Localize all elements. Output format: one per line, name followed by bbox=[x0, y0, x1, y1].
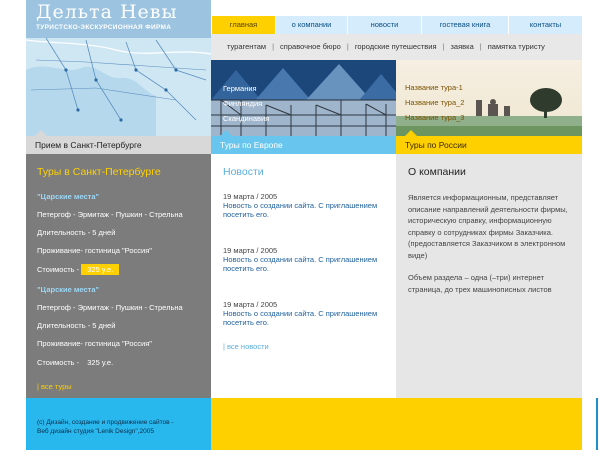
tour-lodging: Проживание- гостиница "Россия" bbox=[37, 246, 152, 255]
tour-card bbox=[37, 192, 211, 275]
news-date: 19 марта / 2005 bbox=[223, 192, 278, 201]
link-russia-tour-1[interactable]: Название тура-1 bbox=[405, 83, 463, 92]
news-item bbox=[223, 300, 396, 327]
news-link[interactable]: Новость о создании сайта. С приглашением посетить его. bbox=[223, 309, 378, 327]
subnav-agents[interactable]: турагентам bbox=[227, 42, 267, 51]
european-houses-image bbox=[211, 60, 396, 136]
link-scandinavia[interactable]: Скандинавия bbox=[223, 114, 270, 123]
tab-notch-marker bbox=[35, 130, 47, 136]
news-date: 19 марта / 2005 bbox=[223, 246, 278, 255]
spb-tours-heading: Туры в Санкт-Петербурге bbox=[37, 166, 161, 178]
footer-credits bbox=[26, 398, 211, 450]
tab-russia[interactable] bbox=[396, 136, 582, 154]
tour-lodging: Проживание- гостиница "Россия" bbox=[37, 339, 152, 348]
news-date: 19 марта / 2005 bbox=[223, 300, 278, 309]
nav-contacts[interactable]: контакты bbox=[508, 16, 582, 34]
all-tours-link[interactable]: | все туры bbox=[37, 382, 72, 391]
about-paragraph: Объем раздела – одна (–три) интернет страница, до трех машинописных листов bbox=[408, 273, 552, 294]
about-paragraph: Является информационным, представляет описание направлений деятельности фирмы, историческую справку, информационную справку о сотрудниках фирмы Заказчика. (предоставляется Заказчиком в электронном виде) bbox=[408, 193, 568, 260]
tour-card bbox=[37, 285, 211, 368]
tour-route: Петергоф - Эрмитаж - Пушкин - Стрельна bbox=[37, 303, 183, 312]
europe-banner bbox=[211, 60, 396, 136]
spb-tours-column bbox=[26, 154, 211, 398]
tour-name-link[interactable]: "Царские места" bbox=[37, 285, 100, 294]
news-heading: Новости bbox=[223, 166, 264, 178]
footer-edge-accent bbox=[596, 398, 598, 450]
tab-notch-marker bbox=[220, 130, 232, 136]
tour-price-row bbox=[37, 357, 211, 368]
tab-notch-marker bbox=[405, 130, 417, 136]
about-column bbox=[396, 154, 582, 398]
nav-about[interactable]: о компании bbox=[275, 16, 347, 34]
logo-map-block bbox=[26, 0, 211, 136]
all-news-link[interactable]: | все новости bbox=[223, 342, 269, 351]
footer-yellow-band bbox=[211, 398, 582, 450]
tour-price-row bbox=[37, 264, 211, 275]
tour-name-link[interactable]: "Царские места" bbox=[37, 192, 100, 201]
news-item bbox=[223, 192, 396, 219]
site-logo-title[interactable]: Дельта Невы bbox=[36, 1, 178, 23]
subnav-separator: | bbox=[346, 42, 349, 51]
site-logo-subtitle: ТУРИСТСКО-ЭКСКУРСИОННАЯ ФИРМА bbox=[36, 24, 172, 31]
subnav-city-trips[interactable]: городские путешествия bbox=[354, 42, 437, 51]
subnav-separator: | bbox=[442, 42, 445, 51]
tour-price-badge: 325 у.е. bbox=[87, 358, 114, 367]
tour-price-label: Стоимость - bbox=[37, 358, 80, 367]
nav-guestbook[interactable]: гостевая книга bbox=[421, 16, 508, 34]
tour-route: Петергоф - Эрмитаж - Пушкин - Стрельна bbox=[37, 210, 183, 219]
link-russia-tour-3[interactable]: Название тура_3 bbox=[405, 113, 465, 122]
tab-spb-label: Прием в Санкт-Петербурге bbox=[35, 140, 142, 150]
tour-duration: Длительность - 5 дней bbox=[37, 228, 116, 237]
tab-russia-label: Туры по России bbox=[405, 140, 467, 150]
subnav-separator: | bbox=[272, 42, 275, 51]
news-link[interactable]: Новость о создании сайта. С приглашением посетить его. bbox=[223, 255, 378, 273]
news-link[interactable]: Новость о создании сайта. С приглашением посетить его. bbox=[223, 201, 378, 219]
subnav-separator: | bbox=[479, 42, 482, 51]
footer-copyright: (с) Дизайн, создание и продвижение сайтов - bbox=[37, 419, 174, 426]
main-navigation bbox=[211, 16, 582, 34]
tour-duration: Длительность - 5 дней bbox=[37, 321, 116, 330]
header-top-strip bbox=[211, 0, 582, 16]
link-finland[interactable]: Финляндия bbox=[223, 99, 263, 108]
news-column bbox=[211, 154, 396, 398]
tab-spb[interactable] bbox=[26, 136, 211, 154]
nav-news[interactable]: новости bbox=[347, 16, 421, 34]
about-heading: О компании bbox=[408, 166, 466, 178]
secondary-navigation bbox=[211, 34, 582, 60]
tour-price-badge: 325 у.е. bbox=[81, 264, 119, 275]
subnav-info-bureau[interactable]: справочное бюро bbox=[280, 42, 341, 51]
link-russia-tour-2[interactable]: Название тура_2 bbox=[405, 98, 465, 107]
tour-price-label: Стоимость - bbox=[37, 265, 80, 274]
tab-europe[interactable] bbox=[211, 136, 396, 154]
russia-banner bbox=[396, 60, 582, 136]
news-item bbox=[223, 246, 396, 273]
subnav-tourist-memo[interactable]: памятка туристу bbox=[487, 42, 545, 51]
tab-europe-label: Туры по Европе bbox=[220, 140, 283, 150]
subnav-request[interactable]: заявка bbox=[450, 42, 474, 51]
nav-home[interactable]: главная bbox=[211, 16, 275, 34]
footer-studio-link[interactable]: Веб дизайн студия "Lenik Design",2005 bbox=[37, 428, 154, 435]
link-germany[interactable]: Германия bbox=[223, 84, 257, 93]
